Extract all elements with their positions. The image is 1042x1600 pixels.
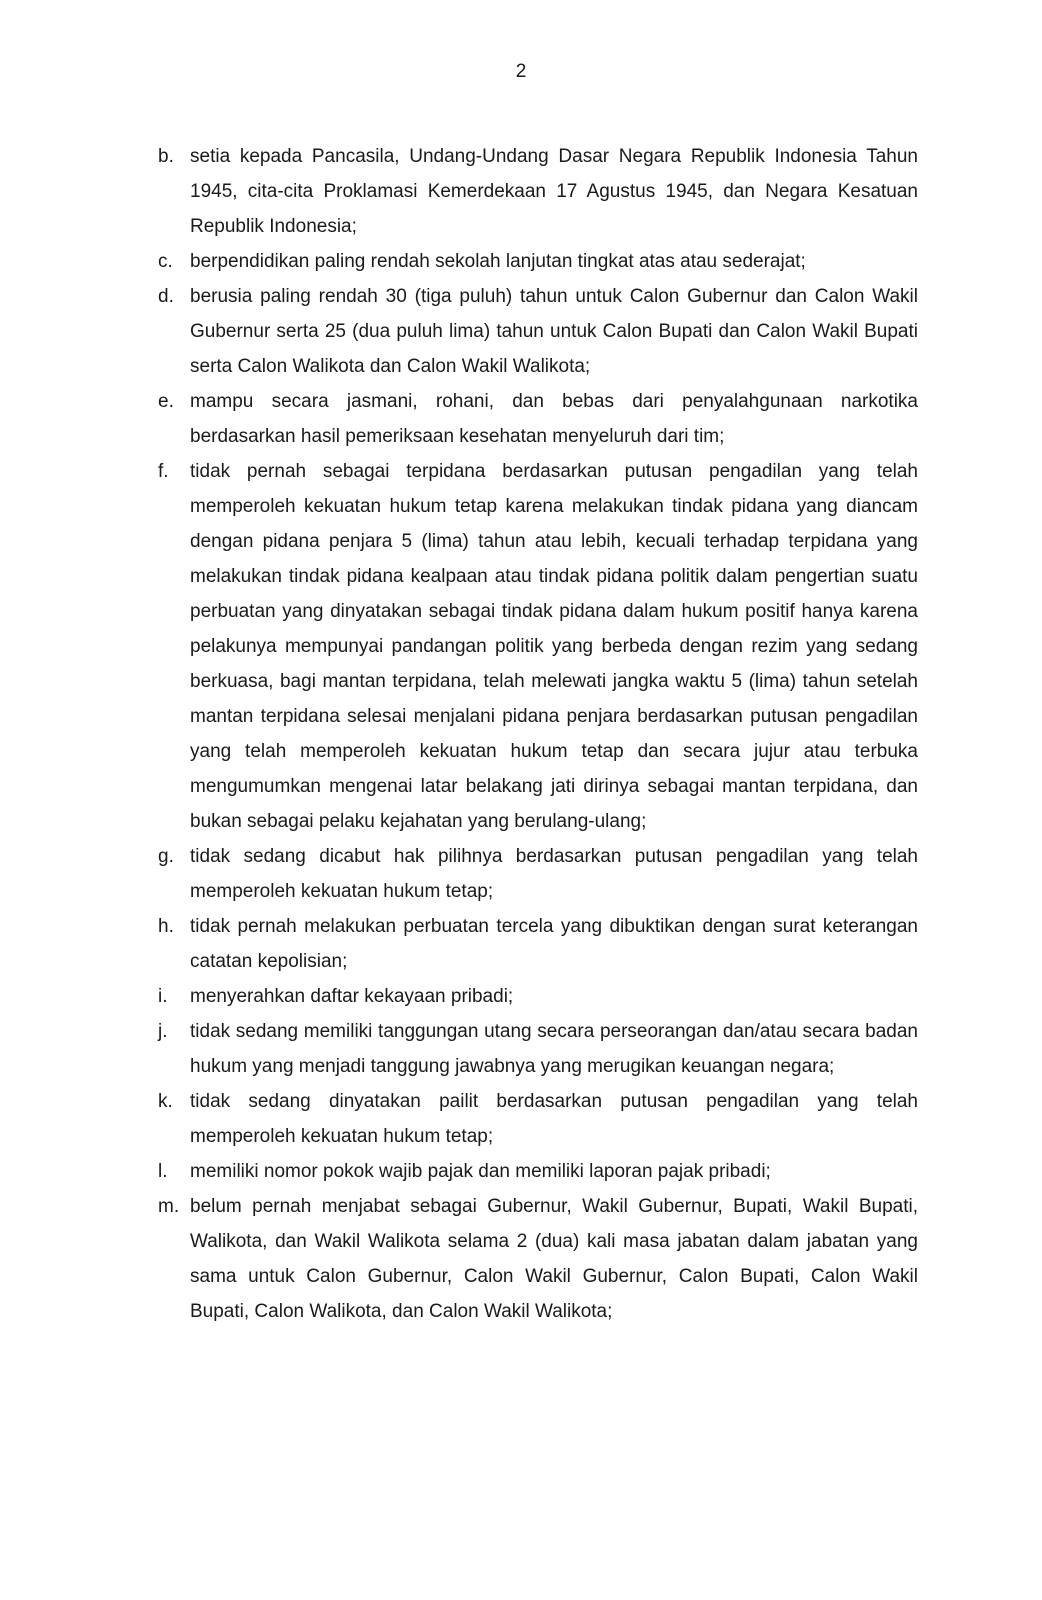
list-marker: e. xyxy=(158,391,174,412)
list-item-text: tidak sedang memiliki tanggungan utang secara perseorangan dan/atau secara badan hukum yang menjadi tanggung jawabnya yang merugikan keuangan negara; xyxy=(190,1021,918,1077)
list-item-text: tidak pernah melakukan perbuatan tercela yang dibuktikan dengan surat keterangan catatan kepolisian; xyxy=(190,916,918,972)
list-item-f xyxy=(158,454,918,839)
list-item-text: menyerahkan daftar kekayaan pribadi; xyxy=(190,986,514,1007)
list-item-d xyxy=(158,279,918,384)
list-item-h xyxy=(158,909,918,979)
list-marker: k. xyxy=(158,1091,173,1112)
list-marker: f. xyxy=(158,461,169,482)
requirements-list xyxy=(158,139,918,1329)
list-item-i xyxy=(158,979,918,1014)
list-item-text: tidak pernah sebagai terpidana berdasarkan putusan pengadilan yang telah memperoleh kekuatan hukum tetap karena melakukan tindak pidana yang diancam dengan pidana penjara 5 (lima) tahun atau lebih, kecuali terhadap terpidana yang melakukan tindak pidana kealpaan atau tindak pidana politik dalam pengertian suatu perbuatan yang dinyatakan sebagai tindak pidana dalam hukum positif hanya karena pelakunya mempunyai pandangan politik yang berbeda dengan rezim yang sedang berkuasa, bagi mantan terpidana, telah melewati jangka waktu 5 (lima) tahun setelah mantan terpidana selesai menjalani pidana penjara berdasarkan putusan pengadilan yang telah memperoleh kekuatan hukum tetap dan secara jujur atau terbuka mengumumkan mengenai latar belakang jati dirinya sebagai mantan terpidana, dan bukan sebagai pelaku kejahatan yang berulang-ulang; xyxy=(190,461,918,832)
list-marker: g. xyxy=(158,846,174,867)
list-item-e xyxy=(158,384,918,454)
list-item-b xyxy=(158,139,918,244)
list-item-j xyxy=(158,1014,918,1084)
list-item-text: memiliki nomor pokok wajib pajak dan memiliki laporan pajak pribadi; xyxy=(190,1161,771,1182)
list-item-text: mampu secara jasmani, rohani, dan bebas dari penyalahgunaan narkotika berdasarkan hasil pemeriksaan kesehatan menyeluruh dari tim; xyxy=(190,391,918,447)
list-marker: d. xyxy=(158,286,174,307)
list-marker: i. xyxy=(158,986,168,1007)
list-item-text: belum pernah menjabat sebagai Gubernur, Wakil Gubernur, Bupati, Wakil Bupati, Walikota, dan Wakil Walikota selama 2 (dua) kali masa jabatan dalam jabatan yang sama untuk Calon Gubernur, Calon Wakil Gubernur, Calon Bupati, Calon Wakil Bupati, Calon Walikota, dan Calon Wakil Walikota; xyxy=(190,1196,918,1322)
list-marker: b. xyxy=(158,146,174,167)
list-item-g xyxy=(158,839,918,909)
page-number: 2 xyxy=(515,61,527,82)
list-item-m xyxy=(158,1189,918,1329)
list-item-k xyxy=(158,1084,918,1154)
list-item-text: berusia paling rendah 30 (tiga puluh) tahun untuk Calon Gubernur dan Calon Wakil Gubernur serta 25 (dua puluh lima) tahun untuk Calon Bupati dan Calon Wakil Bupati serta Calon Walikota dan Calon Wakil Walikota; xyxy=(190,286,918,377)
list-marker: j. xyxy=(158,1021,168,1042)
list-marker: c. xyxy=(158,251,173,272)
list-item-text: berpendidikan paling rendah sekolah lanjutan tingkat atas atau sederajat; xyxy=(190,251,806,272)
list-marker: h. xyxy=(158,916,174,937)
list-item-c xyxy=(158,244,918,279)
list-marker: l. xyxy=(158,1161,168,1182)
list-item-text: tidak sedang dicabut hak pilihnya berdasarkan putusan pengadilan yang telah memperoleh kekuatan hukum tetap; xyxy=(190,846,918,902)
list-item-text: setia kepada Pancasila, Undang-Undang Dasar Negara Republik Indonesia Tahun 1945, cita-cita Proklamasi Kemerdekaan 17 Agustus 1945, dan Negara Kesatuan Republik Indonesia; xyxy=(190,146,918,237)
list-item-l xyxy=(158,1154,918,1189)
list-item-text: tidak sedang dinyatakan pailit berdasarkan putusan pengadilan yang telah memperoleh kekuatan hukum tetap; xyxy=(190,1091,918,1147)
list-marker: m. xyxy=(158,1196,180,1217)
